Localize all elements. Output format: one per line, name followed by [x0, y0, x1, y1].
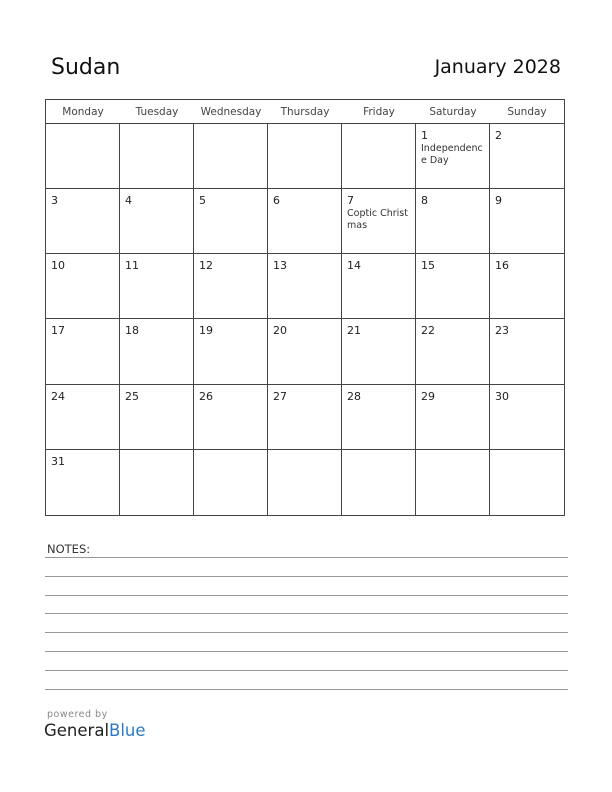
day-number: 17 [51, 324, 65, 338]
day-cell [46, 450, 120, 515]
day-number: 25 [125, 389, 139, 403]
day-number: 4 [125, 194, 132, 208]
day-cell [120, 254, 194, 319]
day-number: 18 [125, 324, 139, 338]
day-cell [120, 189, 194, 254]
weekday-header: Tuesday [120, 100, 194, 124]
day-cell [490, 189, 564, 254]
day-number: 14 [347, 259, 361, 273]
day-number: 3 [51, 194, 58, 208]
calendar-month-year: January 2028 [434, 56, 561, 78]
day-cell [490, 254, 564, 319]
day-number: 30 [495, 389, 509, 403]
day-cell [416, 254, 490, 319]
weekday-header: Monday [46, 100, 120, 124]
brand-blue: Blue [109, 721, 146, 740]
day-cell [342, 124, 416, 189]
notes-line [45, 576, 568, 577]
day-cell [194, 385, 268, 450]
day-number: 5 [199, 194, 206, 208]
day-number: 28 [347, 389, 361, 403]
day-number: 31 [51, 454, 65, 468]
day-cell [46, 124, 120, 189]
day-number: 24 [51, 389, 65, 403]
day-number: 21 [347, 324, 361, 338]
day-cell [416, 124, 490, 189]
notes-line [45, 651, 568, 652]
notes-line [45, 670, 568, 671]
day-cell [490, 319, 564, 384]
day-cell [268, 124, 342, 189]
weekday-header: Friday [342, 100, 416, 124]
notes-line [45, 632, 568, 633]
day-number: 11 [125, 259, 139, 273]
day-number: 6 [273, 194, 280, 208]
day-cell [46, 319, 120, 384]
day-number: 20 [273, 324, 287, 338]
day-cell [342, 189, 416, 254]
day-number: 23 [495, 324, 509, 338]
day-cell [342, 385, 416, 450]
day-cell [194, 450, 268, 515]
day-cell [120, 124, 194, 189]
powered-by-text: powered by [47, 709, 108, 720]
day-cell [490, 385, 564, 450]
day-number: 16 [495, 259, 509, 273]
day-cell [194, 254, 268, 319]
day-number: 26 [199, 389, 213, 403]
day-cell [120, 385, 194, 450]
day-cell [194, 124, 268, 189]
day-cell [342, 319, 416, 384]
holiday-label: Coptic Christmas [347, 208, 408, 232]
notes-line [45, 613, 568, 614]
day-cell [490, 124, 564, 189]
day-cell [342, 450, 416, 515]
day-number: 27 [273, 389, 287, 403]
day-cell [416, 450, 490, 515]
notes-line [45, 557, 568, 558]
weekday-header: Sunday [490, 100, 564, 124]
calendar-grid [45, 99, 565, 516]
weekday-header: Wednesday [194, 100, 268, 124]
day-number: 15 [421, 259, 435, 273]
day-cell [46, 254, 120, 319]
day-number: 22 [421, 324, 435, 338]
day-number: 10 [51, 259, 65, 273]
day-cell [268, 254, 342, 319]
notes-line [45, 595, 568, 596]
day-number: 7 [347, 194, 354, 208]
notes-line [45, 689, 568, 690]
day-cell [46, 189, 120, 254]
notes-label: NOTES: [47, 542, 91, 556]
day-number: 8 [421, 194, 428, 208]
brand-general: General [44, 721, 110, 740]
day-cell [194, 319, 268, 384]
day-cell [268, 319, 342, 384]
day-cell [416, 189, 490, 254]
day-cell [490, 450, 564, 515]
day-cell [268, 385, 342, 450]
day-number: 19 [199, 324, 213, 338]
weekday-header: Thursday [268, 100, 342, 124]
day-number: 12 [199, 259, 213, 273]
day-number: 29 [421, 389, 435, 403]
day-number: 9 [495, 194, 502, 208]
generalblue-logo [44, 721, 146, 740]
day-cell [46, 385, 120, 450]
day-cell [120, 319, 194, 384]
day-cell [268, 189, 342, 254]
day-number: 2 [495, 129, 502, 142]
calendar-country: Sudan [51, 55, 121, 80]
day-number: 13 [273, 259, 287, 273]
day-cell [120, 450, 194, 515]
day-cell [268, 450, 342, 515]
day-number: 1 [421, 129, 428, 142]
day-cell [416, 319, 490, 384]
holiday-label: Independence Day [421, 143, 483, 166]
day-cell [416, 385, 490, 450]
day-cell [194, 189, 268, 254]
day-cell [342, 254, 416, 319]
weekday-header: Saturday [416, 100, 490, 124]
